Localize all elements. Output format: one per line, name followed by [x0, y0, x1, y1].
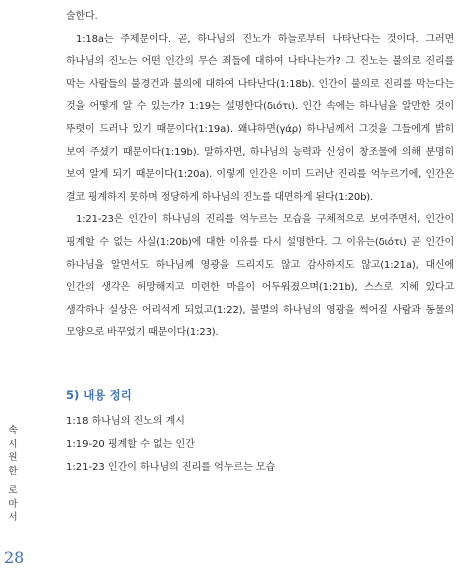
running-head-vertical — [6, 424, 20, 525]
running-head-char: 시 — [8, 438, 18, 450]
running-head-char: 서 — [8, 512, 18, 523]
summary-item: 1:19-20 핑계할 수 없는 인간 — [66, 439, 195, 450]
body-text — [66, 6, 454, 345]
running-head-char: 원 — [8, 452, 18, 463]
running-head-char: 로 — [8, 485, 18, 496]
section-heading: 5) 내용 정리 — [66, 388, 132, 402]
summary-item: 1:21-23 인간이 하나님의 진리를 억누르는 모습 — [66, 462, 276, 473]
running-head-char: 마 — [8, 498, 18, 510]
paragraph-1-18: 1:18a는 주제문이다. 곧, 하나님의 진노가 하늘로부터 나타난다는 것이다. 그러면 하나님의 진노는 어떤 인간의 무슨 죄들에 대하여 나타나는가? 그 진노는 불의로 진리를 막는 사람들의 불경건과 불의에 대하여 나타난다(1:18b). 인간이 불의로 진리를 막는다는 것을 어떻게 알 수 있는가? 1:19는 설명한다(διότι). 인간 속에는 하나님을 알만한 것이 뚜렷이 드러나 있기 때문이다(1:19a). 왜냐하면(γάρ) 하나님께서 그것을 그들에게 밝히 보여 주셨기 때문이다(1:19b). 말하자면, 하나님의 능력과 신성이 창조물에 의해 분명히 보여 알게 되기 때문이다(1:20a). 이렇게 인간은 이미 드러난 진리를 억누르기에, 인간은 결코 핑계하지 못하며 정당하게 하나님의 진노를 대면하게 된다(1:20b). — [66, 33, 454, 203]
page-number: 28 — [4, 548, 25, 567]
paragraph-1-21: 1:21-23은 인간이 하나님의 진리를 억누르는 모습을 구체적으로 보여주면서, 인간이 핑계할 수 없는 사실(1:20b)에 대한 이유를 다시 설명한다. 그 이유는(διότι) 곧 인간이 하나님을 알면서도 하나님께 영광을 드리지도 않고 감사하지도 않고(1:21a), 대신에 인간의 생각은 허망해지고 미련한 마음이 어두워졌으며(1:21b), 스스로 지혜 있다고 생각하나 실상은 어리석게 되었고(1:22), 불멸의 하나님의 영광을 썩어질 사람과 동물의 모양으로 바꾸었기 때문이다(1:23). — [66, 214, 454, 339]
running-head-char: 한 — [8, 465, 18, 477]
running-head-char: 속 — [8, 425, 18, 436]
paragraph-continuation: 술한다. — [66, 11, 98, 22]
summary-item: 1:18 하나님의 진노의 계시 — [66, 416, 185, 427]
summary-section — [66, 386, 454, 479]
